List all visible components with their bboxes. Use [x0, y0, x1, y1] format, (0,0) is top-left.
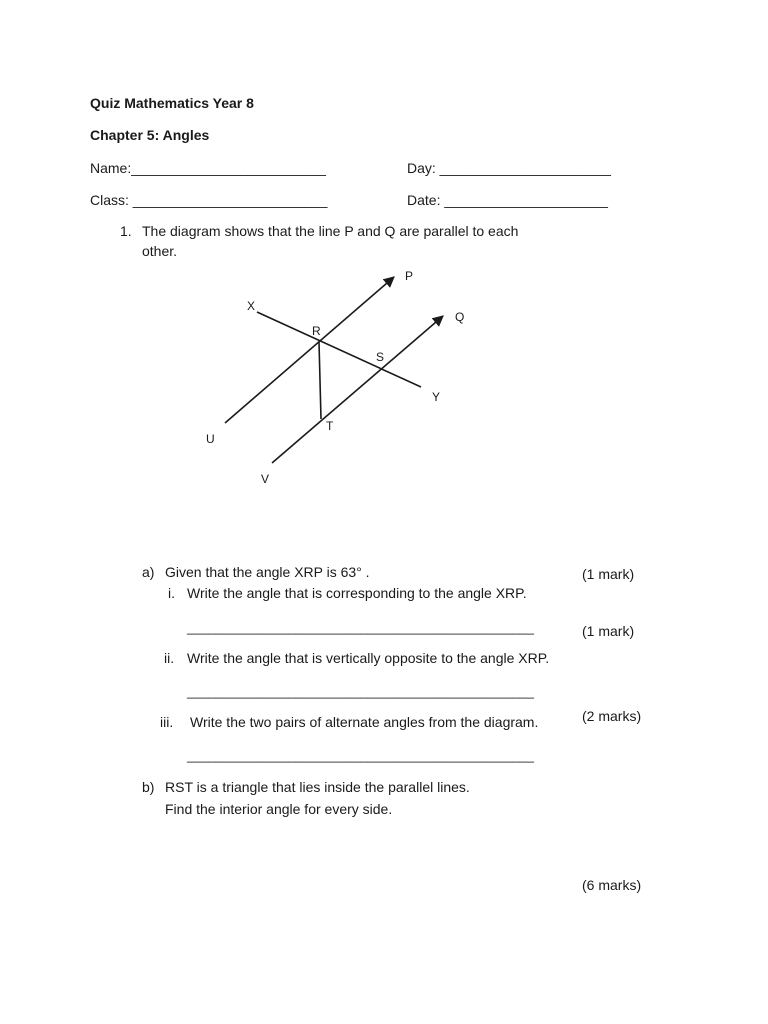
label-v: V — [261, 472, 270, 486]
class-field[interactable]: Class: _________________________ — [90, 192, 328, 208]
label-r: R — [312, 324, 321, 338]
question-number: 1. — [120, 223, 132, 239]
quiz-title: Quiz Mathematics Year 8 — [90, 95, 254, 111]
date-field[interactable]: Date: _____________________ — [407, 192, 608, 208]
part-b-text-line1: RST is a triangle that lies inside the parallel lines. — [165, 779, 470, 795]
part-a-iii-marks: (2 marks) — [582, 708, 642, 724]
question-text-line2: other. — [142, 243, 178, 259]
part-b-label: b) — [142, 779, 155, 795]
label-y: Y — [432, 390, 441, 404]
label-p: P — [405, 269, 414, 283]
label-q: Q — [455, 310, 465, 324]
part-a-iii-answer-line[interactable]: ________________________________________________ — [187, 748, 535, 763]
part-a-ii-answer-line[interactable]: ________________________________________________ — [187, 684, 535, 699]
part-a-text: Given that the angle XRP is 63° . — [165, 564, 370, 580]
part-a-marks: (1 mark) — [582, 566, 635, 582]
part-a-i-text: Write the angle that is corresponding to the angle XRP. — [187, 585, 527, 601]
label-x: X — [247, 299, 256, 313]
part-a-iii-label: iii. — [160, 714, 174, 730]
part-a-iii-text: Write the two pairs of alternate angles from the diagram. — [190, 714, 539, 730]
line-rt — [319, 342, 321, 419]
part-a-ii-text: Write the angle that is vertically opposite to the angle XRP. — [187, 650, 550, 666]
part-a-i-marks: (1 mark) — [582, 623, 635, 639]
day-field[interactable]: Day: ______________________ — [407, 160, 611, 176]
chapter-title: Chapter 5: Angles — [90, 127, 210, 143]
part-a-i-label: i. — [168, 585, 175, 601]
line-vq — [272, 316, 443, 463]
line-xy — [257, 312, 421, 387]
name-field[interactable]: Name:_________________________ — [90, 160, 326, 176]
question-text-line1: The diagram shows that the line P and Q are parallel to each — [142, 223, 519, 239]
label-s: S — [376, 350, 385, 364]
part-a-i-answer-line[interactable]: ________________________________________________ — [187, 620, 535, 635]
part-a-label: a) — [142, 564, 155, 580]
label-t: T — [326, 419, 334, 433]
label-u: U — [206, 432, 215, 446]
part-b-marks: (6 marks) — [582, 877, 642, 893]
part-a-ii-label: ii. — [164, 650, 175, 666]
part-b-text-line2: Find the interior angle for every side. — [165, 801, 393, 817]
